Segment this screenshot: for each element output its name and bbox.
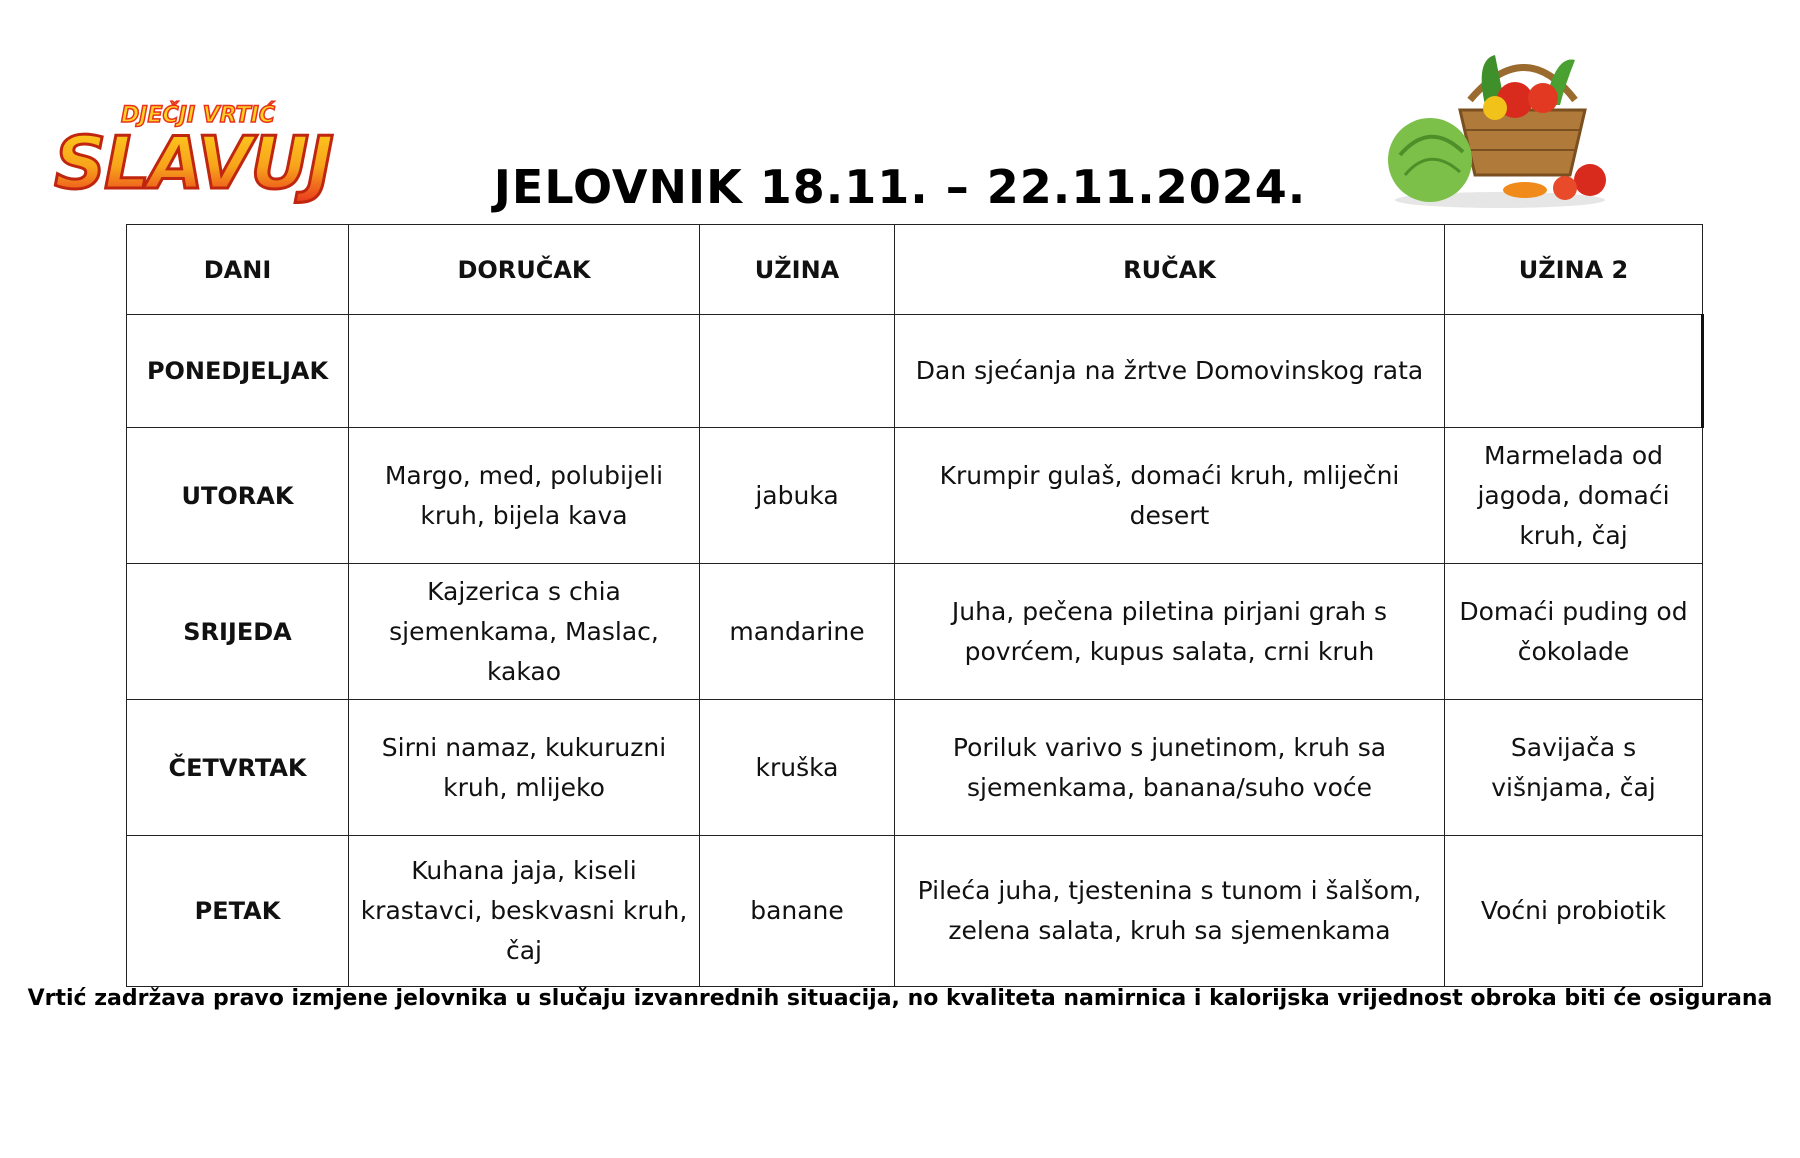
uzina-cell	[700, 315, 895, 428]
rucak-cell: Krumpir gulaš, domaći kruh, mliječni desert	[895, 428, 1445, 564]
uzina2-cell: Marmelada od jagoda, domaći kruh, čaj	[1445, 428, 1703, 564]
menu-table	[126, 224, 1704, 987]
table-row	[127, 428, 1703, 564]
svg-text:DJEČJI VRTIĆ: DJEČJI VRTIĆ	[121, 103, 275, 128]
header-uzina-2: UŽINA 2	[1445, 225, 1703, 315]
rucak-cell: Juha, pečena piletina pirjani grah s povrćem, kupus salata, crni kruh	[895, 564, 1445, 700]
dorucak-cell: Kuhana jaja, kiseli krastavci, beskvasni kruh, čaj	[349, 836, 700, 987]
uzina-cell: banane	[700, 836, 895, 987]
day-cell: SRIJEDA	[127, 564, 349, 700]
header-dani: DANI	[127, 225, 349, 315]
table-row	[127, 564, 1703, 700]
page-title: JELOVNIK 18.11. – 22.11.2024.	[493, 160, 1307, 214]
dorucak-cell: Margo, med, polubijeli kruh, bijela kava	[349, 428, 700, 564]
uzina2-cell	[1445, 315, 1703, 428]
dorucak-cell	[349, 315, 700, 428]
uzina2-cell: Voćni probiotik	[1445, 836, 1703, 987]
dorucak-cell: Kajzerica s chia sjemenkama, Maslac, kakao	[349, 564, 700, 700]
header-rucak: RUČAK	[895, 225, 1445, 315]
header-dorucak: DORUČAK	[349, 225, 700, 315]
uzina-cell: mandarine	[700, 564, 895, 700]
disclaimer-note: Vrtić zadržava pravo izmjene jelovnika u slučaju izvanrednih situacija, no kvaliteta namirnica i kalorijska vrijednost obroka biti će osigurana	[27, 986, 1773, 1011]
table-row	[127, 836, 1703, 987]
uzina2-cell: Savijača s višnjama, čaj	[1445, 700, 1703, 836]
rucak-cell: Pileća juha, tjestenina s tunom i šalšom, zelena salata, kruh sa sjemenkama	[895, 836, 1445, 987]
rucak-cell: Poriluk varivo s junetinom, kruh sa sjemenkama, banana/suho voće	[895, 700, 1445, 836]
uzina2-cell: Domaći puding od čokolade	[1445, 564, 1703, 700]
rucak-cell: Dan sjećanja na žrtve Domovinskog rata	[895, 315, 1445, 428]
header-row	[127, 225, 1703, 315]
day-cell: ČETVRTAK	[127, 700, 349, 836]
svg-text:SLAVUJ: SLAVUJ	[54, 121, 332, 205]
uzina-cell: jabuka	[700, 428, 895, 564]
table-row	[127, 700, 1703, 836]
day-cell: UTORAK	[127, 428, 349, 564]
table-row	[127, 315, 1703, 428]
header-uzina: UŽINA	[700, 225, 895, 315]
day-cell: PONEDJELJAK	[127, 315, 349, 428]
day-cell: PETAK	[127, 836, 349, 987]
dorucak-cell: Sirni namaz, kukuruzni kruh, mlijeko	[349, 700, 700, 836]
uzina-cell: kruška	[700, 700, 895, 836]
